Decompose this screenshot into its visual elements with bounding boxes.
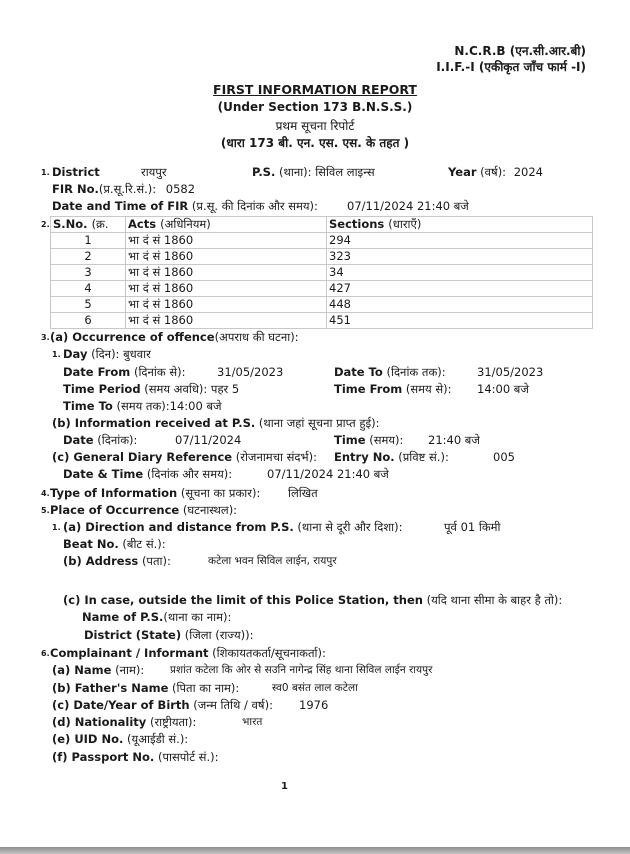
section-number: 1.	[41, 168, 50, 177]
info-type-value: लिखित	[288, 486, 318, 500]
father-name-label: (b) Father's Name (पिता का नाम):	[52, 681, 240, 695]
page-bottom-edge	[0, 847, 630, 854]
year-field	[448, 165, 543, 180]
ps-label: P.S.	[252, 165, 276, 179]
entry-no-value: 005	[493, 450, 515, 464]
info-date-label: Date (दिनांक):	[63, 433, 138, 447]
row-act: भा दं सं 1860	[126, 265, 327, 281]
fir-datetime-label-hindi: (प्र.सू. की दिनांक और समय):	[191, 199, 318, 213]
table-row	[51, 297, 593, 313]
sub-number: 1.	[52, 350, 61, 359]
info-date-value: 07/11/2024	[175, 433, 242, 447]
row-act: भा दं सं 1860	[126, 249, 327, 265]
complainant-name-value: प्रशांत कटेला कि ओर से सउनि नागेन्द्र सिंह थाना सिविल लाईन रायपुर	[170, 664, 433, 676]
row-act: भा दं सं 1860	[126, 233, 327, 249]
nationality-label: (d) Nationality (राष्ट्रीयता):	[52, 715, 197, 729]
section-number: 3.	[41, 333, 50, 342]
time-period-field: Time Period (समय अवधि): पहर 5	[63, 382, 240, 396]
header-sections: Sections (धाराएँ)	[327, 217, 593, 233]
report-title: FIRST INFORMATION REPORT	[213, 82, 417, 97]
day-field: Day (दिन): बुधवार	[63, 347, 151, 361]
section-number: 6.	[41, 649, 50, 658]
row-section: 448	[327, 297, 593, 313]
address-value: कटेला भवन सिविल लाईन, रायपुर	[208, 555, 337, 567]
outside-limit-heading: (c) In case, outside the limit of this Police Station, then (यदि थाना सीमा के बाहर है तो):	[63, 593, 563, 607]
table-header-row	[51, 217, 593, 233]
header-sno: S.No. (क्र.	[51, 217, 126, 233]
father-name-value: स्व0 बसंत लाल कटेला	[272, 682, 358, 694]
ncrb-header: N.C.R.B (एन.सी.आर.बी)	[454, 44, 586, 58]
fir-datetime-field	[52, 199, 318, 214]
row-act: भा दं सं 1860	[126, 297, 327, 313]
direction-distance-value: पूर्व 01 किमी	[444, 520, 501, 534]
row-sno: 4	[51, 281, 126, 297]
dob-label: (c) Date/Year of Birth (जन्म तिथि / वर्ष):	[52, 698, 273, 712]
table-row	[51, 265, 593, 281]
fir-no-value: 0582	[165, 182, 196, 196]
row-sno: 5	[51, 297, 126, 313]
row-section: 323	[327, 249, 593, 265]
uid-label: (e) UID No. (यूआईडी सं.):	[52, 732, 189, 746]
complainant-name-label: (a) Name (नाम):	[52, 663, 145, 677]
day-value: बुधवार	[123, 347, 151, 361]
date-to-label: Date To (दिनांक तक):	[334, 365, 446, 379]
date-to-value: 31/05/2023	[477, 365, 544, 379]
entry-no-label: Entry No. (प्रविष्ट सं.):	[334, 450, 449, 464]
time-from-label: Time From (समय से):	[334, 382, 452, 396]
table-row	[51, 313, 593, 329]
row-sno: 1	[51, 233, 126, 249]
acts-sections-table	[50, 216, 593, 329]
date-from-value: 31/05/2023	[217, 365, 284, 379]
nationality-value: भारत	[242, 716, 263, 728]
iif-header: I.I.F.-I (एकीकृत जाँच फार्म -I)	[436, 60, 586, 74]
ps-field	[252, 165, 375, 180]
district-value: रायपुर	[141, 165, 167, 179]
row-sno: 3	[51, 265, 126, 281]
time-to-value: 14:00 बजे	[169, 399, 222, 413]
ps-label-hindi: (थाना):	[279, 165, 312, 179]
row-act: भा दं सं 1860	[126, 313, 327, 329]
row-section: 451	[327, 313, 593, 329]
fir-no-field	[52, 182, 195, 197]
row-section: 34	[327, 265, 593, 281]
dob-value: 1976	[299, 698, 329, 712]
ps-value: सिविल लाइन्स	[315, 165, 375, 179]
page-number: 1	[281, 781, 288, 792]
date-from-label: Date From (दिनांक से):	[63, 365, 186, 379]
time-period-value: पहर 5	[210, 382, 240, 396]
info-time-label: Time (समय):	[334, 433, 404, 447]
fir-datetime-value: 07/11/2024 21:40 बजे	[347, 199, 469, 213]
row-section: 427	[327, 281, 593, 297]
report-subtitle-hindi: (धारा 173 बी. एन. एस. एस. के तहत )	[220, 136, 410, 150]
fir-no-label: FIR No.	[52, 182, 99, 196]
year-label-hindi: (वर्ष):	[480, 165, 507, 179]
sub-number: 1.	[52, 523, 61, 532]
occurrence-heading: (a) Occurrence of offence(अपराध की घटना):	[50, 330, 299, 344]
row-sno: 6	[51, 313, 126, 329]
section-number: 2.	[41, 220, 50, 229]
row-section: 294	[327, 233, 593, 249]
place-of-occurrence-heading: Place of Occurrence (घटनास्थल):	[50, 503, 238, 517]
table-row	[51, 281, 593, 297]
info-received-heading: (b) Information received at P.S. (थाना जहां सूचना प्राप्त हुई):	[52, 416, 380, 430]
gd-reference-heading: (c) General Diary Reference (रोजनामचा संदर्भ):	[52, 450, 317, 464]
info-type-label: Type of Information (सूचना का प्रकार):	[50, 486, 261, 500]
outside-ps-name-label: Name of P.S.(थाना का नाम):	[82, 610, 232, 624]
section-number: 4.	[41, 489, 50, 498]
time-from-value: 14:00 बजे	[477, 382, 529, 396]
address-label: (b) Address (पता):	[63, 554, 171, 568]
year-value: 2024	[513, 165, 543, 179]
time-to-field: Time To (समय तक):14:00 बजे	[63, 399, 222, 413]
row-sno: 2	[51, 249, 126, 265]
section-number: 5.	[41, 506, 50, 515]
direction-distance-label: (a) Direction and distance from P.S. (थाना से दूरी और दिशा):	[63, 520, 403, 534]
gd-datetime-value: 07/11/2024 21:40 बजे	[267, 467, 389, 481]
report-subtitle: (Under Section 173 B.N.S.S.)	[217, 100, 413, 114]
header-acts: Acts (अधिनियम)	[126, 217, 327, 233]
report-title-hindi: प्रथम सूचना रिपोर्ट	[275, 119, 355, 133]
district-label: District	[52, 165, 100, 179]
outside-district-label: District (State) (जिला (राज्य)):	[84, 628, 254, 642]
table-row	[51, 233, 593, 249]
fir-no-label-hindi: (प्र.सू.रि.सं.):	[98, 182, 157, 196]
fir-datetime-label: Date and Time of FIR	[52, 199, 189, 213]
gd-datetime-label: Date & Time (दिनांक और समय):	[63, 467, 233, 481]
row-act: भा दं सं 1860	[126, 281, 327, 297]
info-time-value: 21:40 बजे	[428, 433, 480, 447]
beat-no-label: Beat No. (बीट सं.):	[63, 537, 166, 551]
year-label: Year	[448, 165, 477, 179]
table-row	[51, 249, 593, 265]
passport-label: (f) Passport No. (पासपोर्ट सं.):	[52, 750, 219, 764]
complainant-heading: Complainant / Informant (शिकायतकर्ता/सूचनाकर्ता):	[50, 646, 326, 660]
